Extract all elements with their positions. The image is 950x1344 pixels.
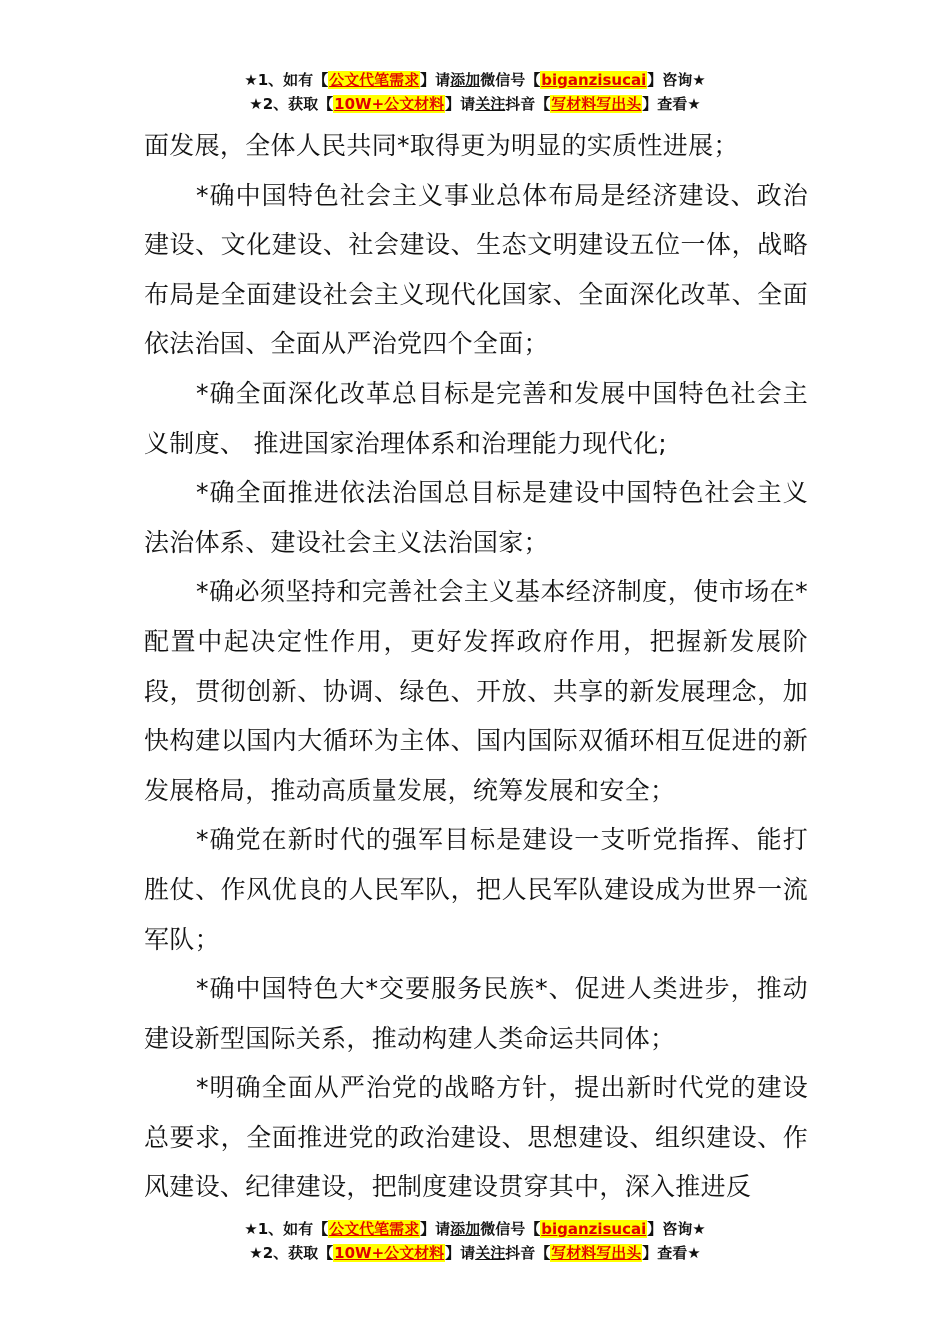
banner-text: 】查看 (642, 95, 688, 113)
banner-text: 】咨询 (647, 1220, 693, 1238)
banner-text: 】查看 (642, 1244, 688, 1262)
banner-text: 微信号【 (480, 1220, 541, 1238)
highlight-douyin-account: 写材料写出头 (551, 1244, 642, 1262)
paragraph: *明确全面从严治党的战略方针，提出新时代党的建设总要求，全面推进党的政治建设、思想建设、组织建设、作风建设、纪律建设，把制度建设贯穿其中，深入推进反 (144, 1073, 808, 1202)
banner-text: 】咨询 (647, 71, 693, 89)
banner-text: 】请 (445, 95, 476, 113)
banner-text: 1、如有【 (257, 1220, 329, 1238)
banner-text: 微信号【 (480, 71, 541, 89)
banner-text: 抖音【 (505, 95, 551, 113)
highlight-wechat-id: biganzisucai (541, 1220, 647, 1238)
paragraph: *确中国特色大*交要服务民族*、促进人类进步，推动建设新型国际关系，推动构建人类命运共同体； (144, 974, 808, 1053)
document-body (144, 121, 808, 1212)
paragraph-continuation: 面发展，全体人民共同*取得更为明显的实质性进展； (144, 131, 739, 160)
paragraph: *确党在新时代的强军目标是建设一支听党指挥、能打胜仗、作风优良的人民军队，把人民军队建设成为世界一流军队； (144, 825, 808, 954)
banner-line-2 (0, 92, 950, 116)
banner-text: 抖音【 (505, 1244, 551, 1262)
underlined-text: 关注 (475, 1244, 506, 1262)
star-icon: ★ (249, 1244, 263, 1262)
highlight-wechat-id: biganzisucai (541, 71, 647, 89)
underlined-text: 添加 (450, 1220, 481, 1238)
star-icon: ★ (687, 1244, 701, 1262)
banner-text: 】请 (420, 1220, 451, 1238)
banner-text: 】请 (445, 1244, 476, 1262)
banner-line-2 (0, 1241, 950, 1265)
underlined-text: 关注 (475, 95, 506, 113)
footer-banner (0, 1217, 950, 1265)
banner-text: 2、获取【 (262, 1244, 334, 1262)
header-banner (0, 68, 950, 116)
star-icon: ★ (692, 71, 706, 89)
highlight-service: 公文代笔需求 (329, 1220, 420, 1238)
star-icon: ★ (244, 71, 258, 89)
highlight-douyin-account: 写材料写出头 (551, 95, 642, 113)
star-icon: ★ (692, 1220, 706, 1238)
highlight-materials: 10W+公文材料 (334, 1244, 445, 1262)
underlined-text: 添加 (450, 71, 481, 89)
paragraph: *确必须坚持和完善社会主义基本经济制度，使市场在*配置中起决定性作用，更好发挥政府作用，把握新发展阶段，贯彻创新、协调、绿色、开放、共享的新发展理念，加快构建以国内大循环为主体、国内国际双循环相互促进的新发展格局，推动高质量发展，统筹发展和安全； (144, 577, 808, 805)
banner-text: 1、如有【 (257, 71, 329, 89)
highlight-materials: 10W+公文材料 (334, 95, 445, 113)
paragraph: *确全面深化改革总目标是完善和发展中国特色社会主义制度、 推进国家治理体系和治理能力现代化; (144, 378, 808, 458)
paragraph: *确中国特色社会主义事业总体布局是经济建设、政治建设、文化建设、社会建设、生态文明建设五位一体，战略布局是全面建设社会主义现代化国家、全面深化改革、全面依法治国、全面从严治党四个全面； (144, 180, 808, 359)
banner-text: 2、获取【 (262, 95, 334, 113)
banner-line-1 (0, 68, 950, 92)
banner-line-1 (0, 1217, 950, 1241)
star-icon: ★ (249, 95, 263, 113)
star-icon: ★ (244, 1220, 258, 1238)
banner-text: 】请 (420, 71, 451, 89)
highlight-service: 公文代笔需求 (329, 71, 420, 89)
paragraph: *确全面推进依法治国总目标是建设中国特色社会主义法治体系、建设社会主义法治国家； (144, 478, 808, 557)
star-icon: ★ (687, 95, 701, 113)
